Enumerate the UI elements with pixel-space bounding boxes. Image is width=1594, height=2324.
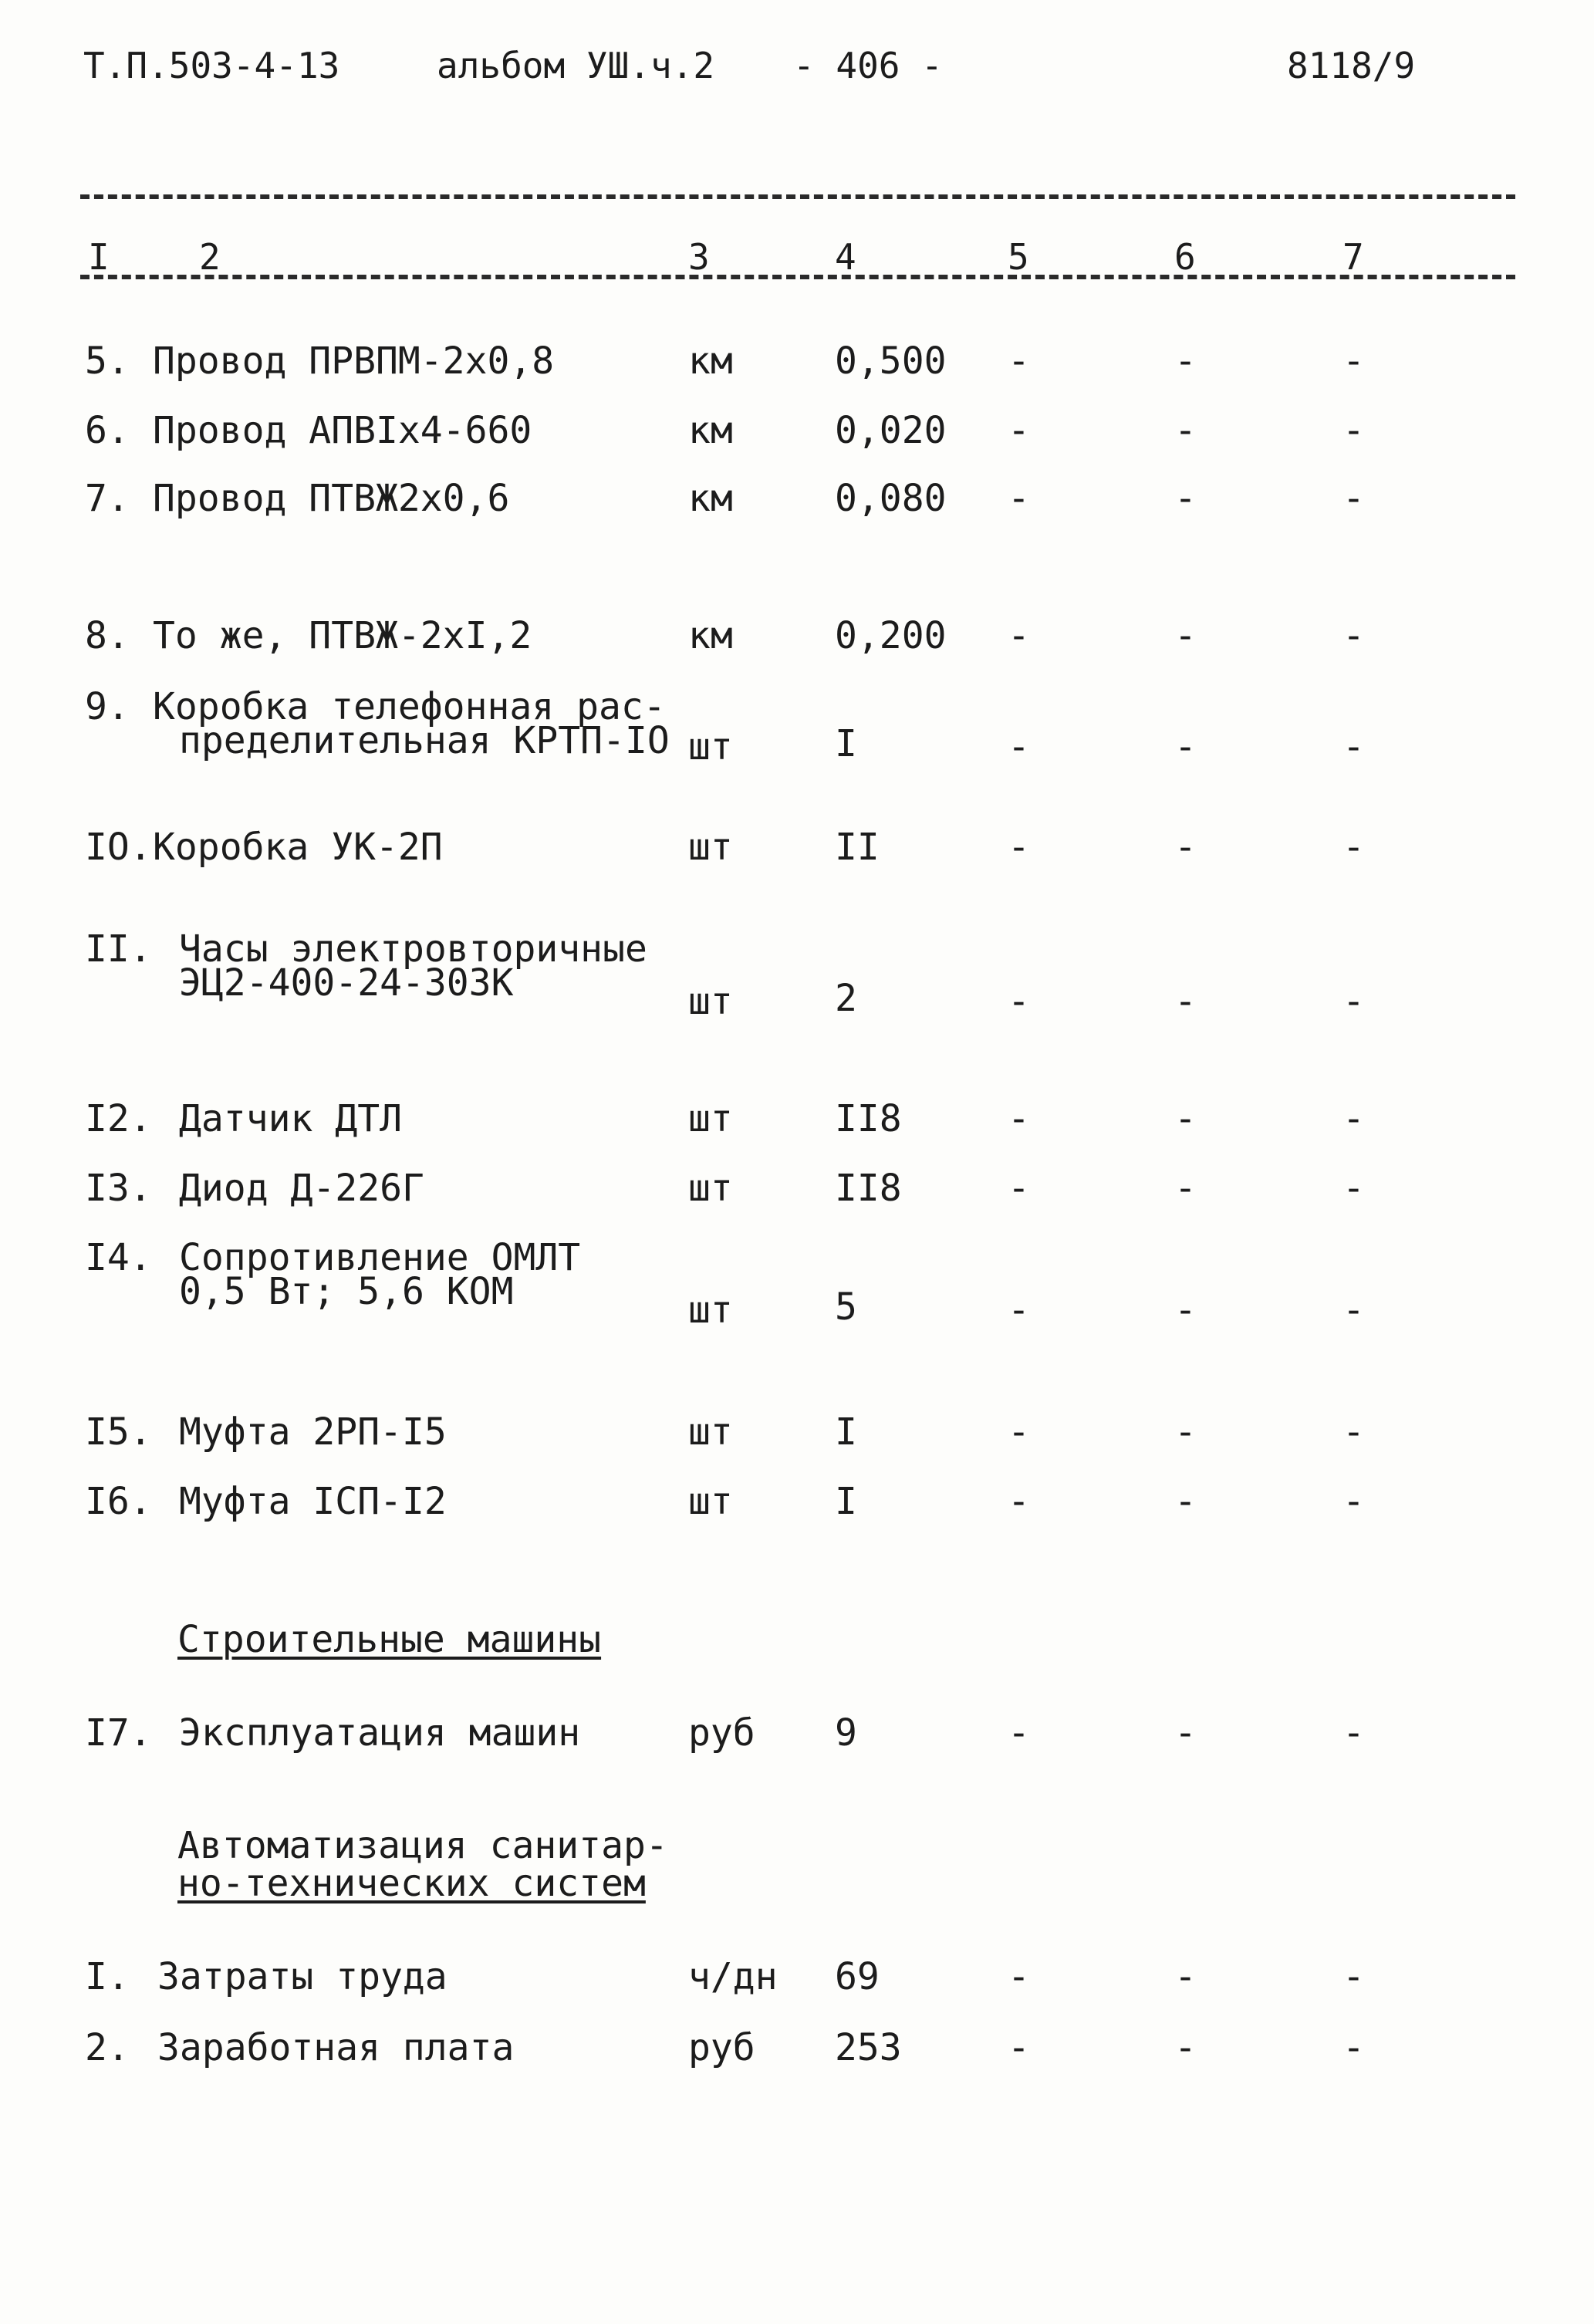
table-row [0, 1410, 1594, 1460]
item-number: IO. [85, 826, 152, 869]
item-number: I7. [85, 1711, 152, 1755]
item-col6: - [1174, 1289, 1197, 1332]
item-col5: - [1008, 725, 1030, 768]
item-quantity: 9 [835, 1711, 857, 1755]
item-name: Диод Д-226Г [179, 1167, 424, 1210]
section-heading-automation-line1: Автоматизация санитар- [177, 1824, 668, 1867]
item-unit: шт [688, 980, 733, 1023]
item-name-continued: пределительная КРТП-IO [179, 719, 670, 762]
item-col7: - [1342, 409, 1365, 452]
item-col7: - [1342, 339, 1365, 383]
item-col6: - [1174, 1167, 1197, 1210]
column-number: 6 [1174, 236, 1196, 278]
item-quantity: 0,080 [835, 477, 947, 520]
item-col6: - [1174, 1410, 1197, 1454]
item-name: Датчик ДТЛ [179, 1097, 402, 1140]
item-col5: - [1008, 980, 1030, 1023]
item-col5: - [1008, 1167, 1030, 1210]
item-name: Заработная плата [157, 2026, 515, 2069]
item-col5: - [1008, 2026, 1030, 2069]
item-number: 5. [85, 339, 130, 383]
item-name-continued: 0,5 Вт; 5,6 КОМ [179, 1270, 514, 1313]
item-col5: - [1008, 826, 1030, 869]
item-name: Муфта 2РП-I5 [179, 1410, 447, 1454]
item-number: I2. [85, 1097, 152, 1140]
item-col7: - [1342, 1410, 1365, 1454]
column-number: 2 [199, 236, 221, 278]
item-number: I5. [85, 1410, 152, 1454]
page-number: - 406 - [793, 45, 943, 86]
item-unit: руб [688, 2026, 755, 2069]
column-number: 3 [688, 236, 710, 278]
item-quantity: 0,020 [835, 409, 947, 452]
item-number: 9. [85, 685, 130, 728]
table-row [0, 1711, 1594, 1761]
item-col7: - [1342, 1097, 1365, 1140]
item-name-continued: ЭЦ2-400-24-303К [179, 961, 514, 1005]
item-col6: - [1174, 1097, 1197, 1140]
table-row [0, 826, 1594, 875]
item-name: Сопротивление ОМЛТ [179, 1236, 581, 1279]
table-row [0, 614, 1594, 664]
item-col7: - [1342, 725, 1365, 768]
sheet-number: 8118/9 [1287, 45, 1416, 86]
item-col5: - [1008, 1480, 1030, 1523]
item-unit: ч/дн [688, 1955, 778, 1998]
item-col7: - [1342, 1289, 1365, 1332]
item-quantity: II8 [835, 1097, 902, 1140]
table-row [0, 2026, 1594, 2076]
item-col7: - [1342, 614, 1365, 657]
item-number: 2. [85, 2026, 130, 2069]
item-name: Провод ПРВПМ-2х0,8 [153, 339, 555, 383]
item-unit: шт [688, 1097, 733, 1140]
doc-code: Т.П.503-4-13 [83, 45, 340, 86]
item-col6: - [1174, 826, 1197, 869]
item-quantity: 253 [835, 2026, 902, 2069]
item-quantity: I [835, 1480, 857, 1523]
item-col6: - [1174, 409, 1197, 452]
table-row [0, 409, 1594, 458]
item-col5: - [1008, 1955, 1030, 1998]
item-unit: шт [688, 1167, 733, 1210]
item-unit: км [688, 409, 733, 452]
item-col7: - [1342, 1167, 1365, 1210]
table-row [0, 477, 1594, 526]
item-name: Провод ПТВЖ2х0,6 [153, 477, 510, 520]
item-name: Затраты труда [157, 1955, 447, 1998]
item-col6: - [1174, 1480, 1197, 1523]
album-label: альбом УШ.ч.2 [437, 45, 715, 86]
item-unit: км [688, 477, 733, 520]
item-col6: - [1174, 2026, 1197, 2069]
table-row [0, 1236, 1594, 1332]
item-name: Эксплуатация машин [179, 1711, 581, 1755]
table-row [0, 339, 1594, 389]
item-col6: - [1174, 339, 1197, 383]
item-unit: км [688, 339, 733, 383]
item-name: Провод АПВIх4-660 [153, 409, 532, 452]
item-name: Часы электровторичные [179, 927, 647, 971]
table-row [0, 1097, 1594, 1147]
table-row [0, 1955, 1594, 2005]
table-row [0, 1480, 1594, 1529]
item-name: Муфта IСП-I2 [179, 1480, 447, 1523]
item-col7: - [1342, 1480, 1365, 1523]
column-number: 5 [1008, 236, 1029, 278]
item-name: То же, ПТВЖ-2хI,2 [153, 614, 532, 657]
item-number: I4. [85, 1236, 152, 1279]
item-col5: - [1008, 1410, 1030, 1454]
item-number: 6. [85, 409, 130, 452]
item-quantity: II8 [835, 1167, 902, 1210]
item-unit: шт [688, 1480, 733, 1523]
item-col7: - [1342, 1711, 1365, 1755]
item-number: 8. [85, 614, 130, 657]
item-number: I3. [85, 1167, 152, 1210]
item-unit: шт [688, 1410, 733, 1454]
table-row [0, 685, 1594, 773]
item-col5: - [1008, 1711, 1030, 1755]
item-col5: - [1008, 409, 1030, 452]
item-quantity: 69 [835, 1955, 880, 1998]
section-heading-machines: Строительные машины [177, 1618, 602, 1661]
item-col5: - [1008, 1289, 1030, 1332]
item-col6: - [1174, 614, 1197, 657]
item-number: I. [85, 1955, 130, 1998]
item-col6: - [1174, 725, 1197, 768]
item-name: Коробка УК-2П [153, 826, 443, 869]
item-col7: - [1342, 2026, 1365, 2069]
table-row [0, 927, 1594, 1023]
item-name: Коробка телефонная рас- [153, 685, 666, 728]
item-number: II. [85, 927, 152, 971]
item-unit: шт [688, 1289, 733, 1332]
column-number: I [88, 236, 110, 278]
item-number: 7. [85, 477, 130, 520]
header-rule-top [80, 194, 1515, 199]
item-quantity: 2 [835, 977, 857, 1020]
item-col7: - [1342, 1955, 1365, 1998]
item-unit: шт [688, 725, 733, 768]
column-number: 7 [1342, 236, 1364, 278]
item-col5: - [1008, 1097, 1030, 1140]
item-col7: - [1342, 826, 1365, 869]
item-col5: - [1008, 477, 1030, 520]
item-col6: - [1174, 477, 1197, 520]
item-col7: - [1342, 477, 1365, 520]
item-number: I6. [85, 1480, 152, 1523]
item-col6: - [1174, 1955, 1197, 1998]
header-rule-bottom [80, 275, 1515, 279]
section-heading-automation-line2: но-технических систем [177, 1862, 646, 1905]
table-row [0, 1167, 1594, 1216]
item-col6: - [1174, 1711, 1197, 1755]
item-quantity: II [835, 826, 880, 869]
item-quantity: 0,500 [835, 339, 947, 383]
item-col5: - [1008, 339, 1030, 383]
item-quantity: 0,200 [835, 614, 947, 657]
item-col6: - [1174, 980, 1197, 1023]
item-unit: шт [688, 826, 733, 869]
item-col5: - [1008, 614, 1030, 657]
item-col7: - [1342, 980, 1365, 1023]
item-unit: руб [688, 1711, 755, 1755]
item-quantity: 5 [835, 1285, 857, 1329]
column-number: 4 [835, 236, 856, 278]
item-unit: км [688, 614, 733, 657]
item-quantity: I [835, 1410, 857, 1454]
item-quantity: I [835, 722, 857, 765]
